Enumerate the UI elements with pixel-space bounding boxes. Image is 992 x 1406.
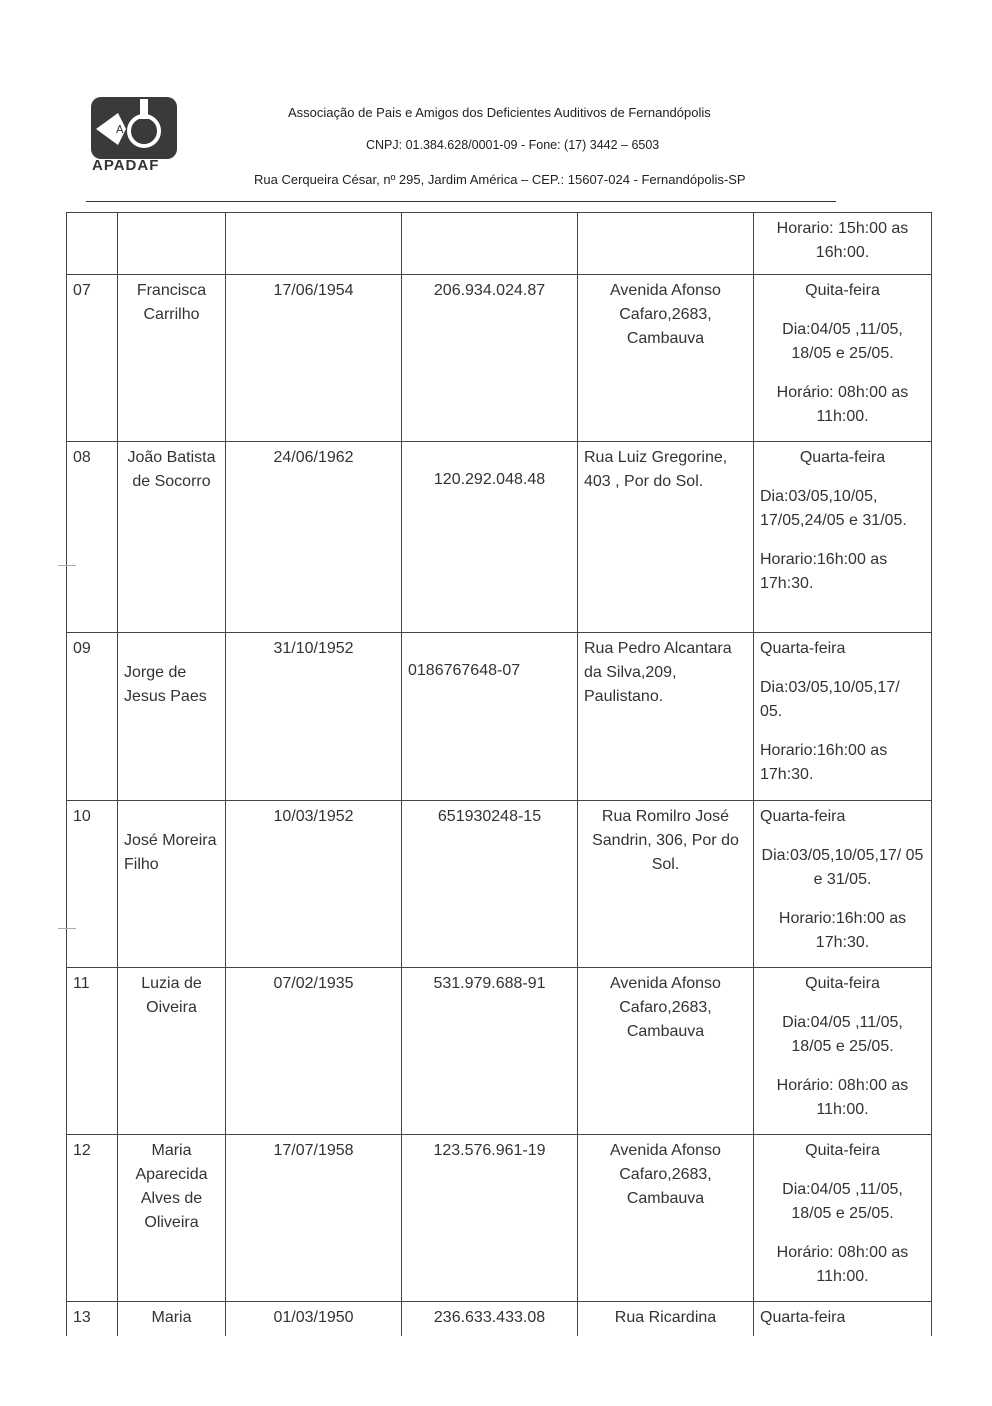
schedule-days: Dia:03/05,10/05,17/ 05 e 31/05. xyxy=(761,847,924,888)
punch-mark xyxy=(58,928,76,929)
num-cell: 12 xyxy=(67,1135,118,1302)
schedule-cell xyxy=(754,275,932,442)
doc-cell: 0186767648-07 xyxy=(402,633,578,801)
org-name: Associação de Pais e Amigos dos Deficientes Auditivos de Fernandópolis xyxy=(288,105,711,120)
org-address: Rua Cerqueira César, nº 295, Jardim América – CEP.: 15607-024 - Fernandópolis-SP xyxy=(254,172,746,187)
doc-cell: 651930248-15 xyxy=(402,801,578,968)
schedule-days: Dia:04/05 ,11/05, 18/05 e 25/05. xyxy=(782,321,903,362)
dob-cell: 24/06/1962 xyxy=(226,442,402,633)
page-cutoff xyxy=(0,1336,992,1406)
address-cell: Rua Luiz Gregorine, 403 , Por do Sol. xyxy=(578,442,754,633)
name-cell: Luzia de Oiveira xyxy=(118,968,226,1135)
doc-cell: 123.576.961-19 xyxy=(402,1135,578,1302)
schedule-weekday: Quita-feira xyxy=(805,282,880,299)
schedule-hours: Horário: 08h:00 as 11h:00. xyxy=(776,384,909,425)
dob-cell: 17/06/1954 xyxy=(226,275,402,442)
letterhead xyxy=(88,95,848,205)
address-cell: Avenida Afonso Cafaro,2683, Cambauva xyxy=(578,968,754,1135)
doc-cell xyxy=(402,213,578,275)
org-contact: CNPJ: 01.384.628/0001-09 - Fone: (17) 3442 – 6503 xyxy=(366,138,660,152)
name-cell: Francisca Carrilho xyxy=(118,275,226,442)
doc-cell: 236.633.433.08 xyxy=(402,1302,578,1362)
name-cell: Maria xyxy=(118,1302,226,1362)
schedule-hours: Horario:16h:00 as 17h:30. xyxy=(778,910,907,951)
address-cell: Avenida Afonso Cafaro,2683, Cambauva xyxy=(578,1135,754,1302)
header-divider xyxy=(86,201,836,202)
schedule-cell xyxy=(754,442,932,633)
schedule-days: Dia:03/05,10/05,17/ 05. xyxy=(760,679,900,720)
address-cell: Rua Ricardina xyxy=(578,1302,754,1362)
doc-cell: 206.934.024.87 xyxy=(402,275,578,442)
schedule-weekday: Quarta-feira xyxy=(760,808,846,825)
table-row xyxy=(67,213,932,275)
schedule-hours: Horário: 08h:00 as 11h:00. xyxy=(776,1077,909,1118)
dob-cell: 01/03/1950 xyxy=(226,1302,402,1362)
schedule-weekday: Quarta-feira xyxy=(760,640,846,657)
beneficiary-table xyxy=(66,212,932,1362)
schedule-days: Dia:03/05,10/05, 17/05,24/05 e 31/05. xyxy=(760,488,907,529)
schedule-days: Dia:04/05 ,11/05, 18/05 e 25/05. xyxy=(782,1014,903,1055)
table-row xyxy=(67,633,932,801)
schedule-hours: Horário: 08h:00 as 11h:00. xyxy=(776,1244,909,1285)
schedule-days: Dia:04/05 ,11/05, 18/05 e 25/05. xyxy=(782,1181,903,1222)
address-cell xyxy=(578,213,754,275)
table-row xyxy=(67,801,932,968)
schedule-weekday: Quita-feira xyxy=(805,975,880,992)
num-cell: 10 xyxy=(67,801,118,968)
dob-cell: 10/03/1952 xyxy=(226,801,402,968)
schedule-line: Horario: 15h:00 as 16h:00. xyxy=(776,220,909,261)
punch-mark xyxy=(58,565,76,566)
num-cell: 09 xyxy=(67,633,118,801)
logo-text: APADAF xyxy=(92,157,160,174)
schedule-hours: Horario:16h:00 as 17h:30. xyxy=(760,551,888,592)
dob-cell: 07/02/1935 xyxy=(226,968,402,1135)
dob-cell: 17/07/1958 xyxy=(226,1135,402,1302)
address-cell: Rua Pedro Alcantara da Silva,209, Paulistano. xyxy=(578,633,754,801)
num-cell: 08 xyxy=(67,442,118,633)
doc-cell: 120.292.048.48 xyxy=(402,442,578,633)
name-cell: João Batista de Socorro xyxy=(118,442,226,633)
name-cell: José Moreira Filho xyxy=(118,801,226,968)
table-row xyxy=(67,275,932,442)
table-row xyxy=(67,968,932,1135)
apadaf-logo xyxy=(88,95,180,177)
schedule-cell xyxy=(754,1135,932,1302)
table-row xyxy=(67,442,932,633)
svg-text:A: A xyxy=(116,123,124,136)
name-cell xyxy=(118,213,226,275)
schedule-cell xyxy=(754,968,932,1135)
name-cell: Maria Aparecida Alves de Oliveira xyxy=(118,1135,226,1302)
address-cell: Avenida Afonso Cafaro,2683, Cambauva xyxy=(578,275,754,442)
dob-cell: 31/10/1952 xyxy=(226,633,402,801)
doc-cell: 531.979.688-91 xyxy=(402,968,578,1135)
address-cell: Rua Romilro José Sandrin, 306, Por do Sol. xyxy=(578,801,754,968)
schedule-cell xyxy=(754,801,932,968)
num-cell: 07 xyxy=(67,275,118,442)
schedule-cell xyxy=(754,213,932,275)
schedule-cell xyxy=(754,633,932,801)
schedule-weekday: Quarta-feira xyxy=(760,1309,846,1326)
schedule-weekday: Quarta-feira xyxy=(799,449,886,466)
num-cell: 11 xyxy=(67,968,118,1135)
num-cell: 13 xyxy=(67,1302,118,1362)
schedule-weekday: Quita-feira xyxy=(805,1142,880,1159)
dob-cell xyxy=(226,213,402,275)
schedule-hours: Horario:16h:00 as 17h:30. xyxy=(760,742,888,783)
name-cell: Jorge de Jesus Paes xyxy=(118,633,226,801)
table-row xyxy=(67,1135,932,1302)
num-cell xyxy=(67,213,118,275)
